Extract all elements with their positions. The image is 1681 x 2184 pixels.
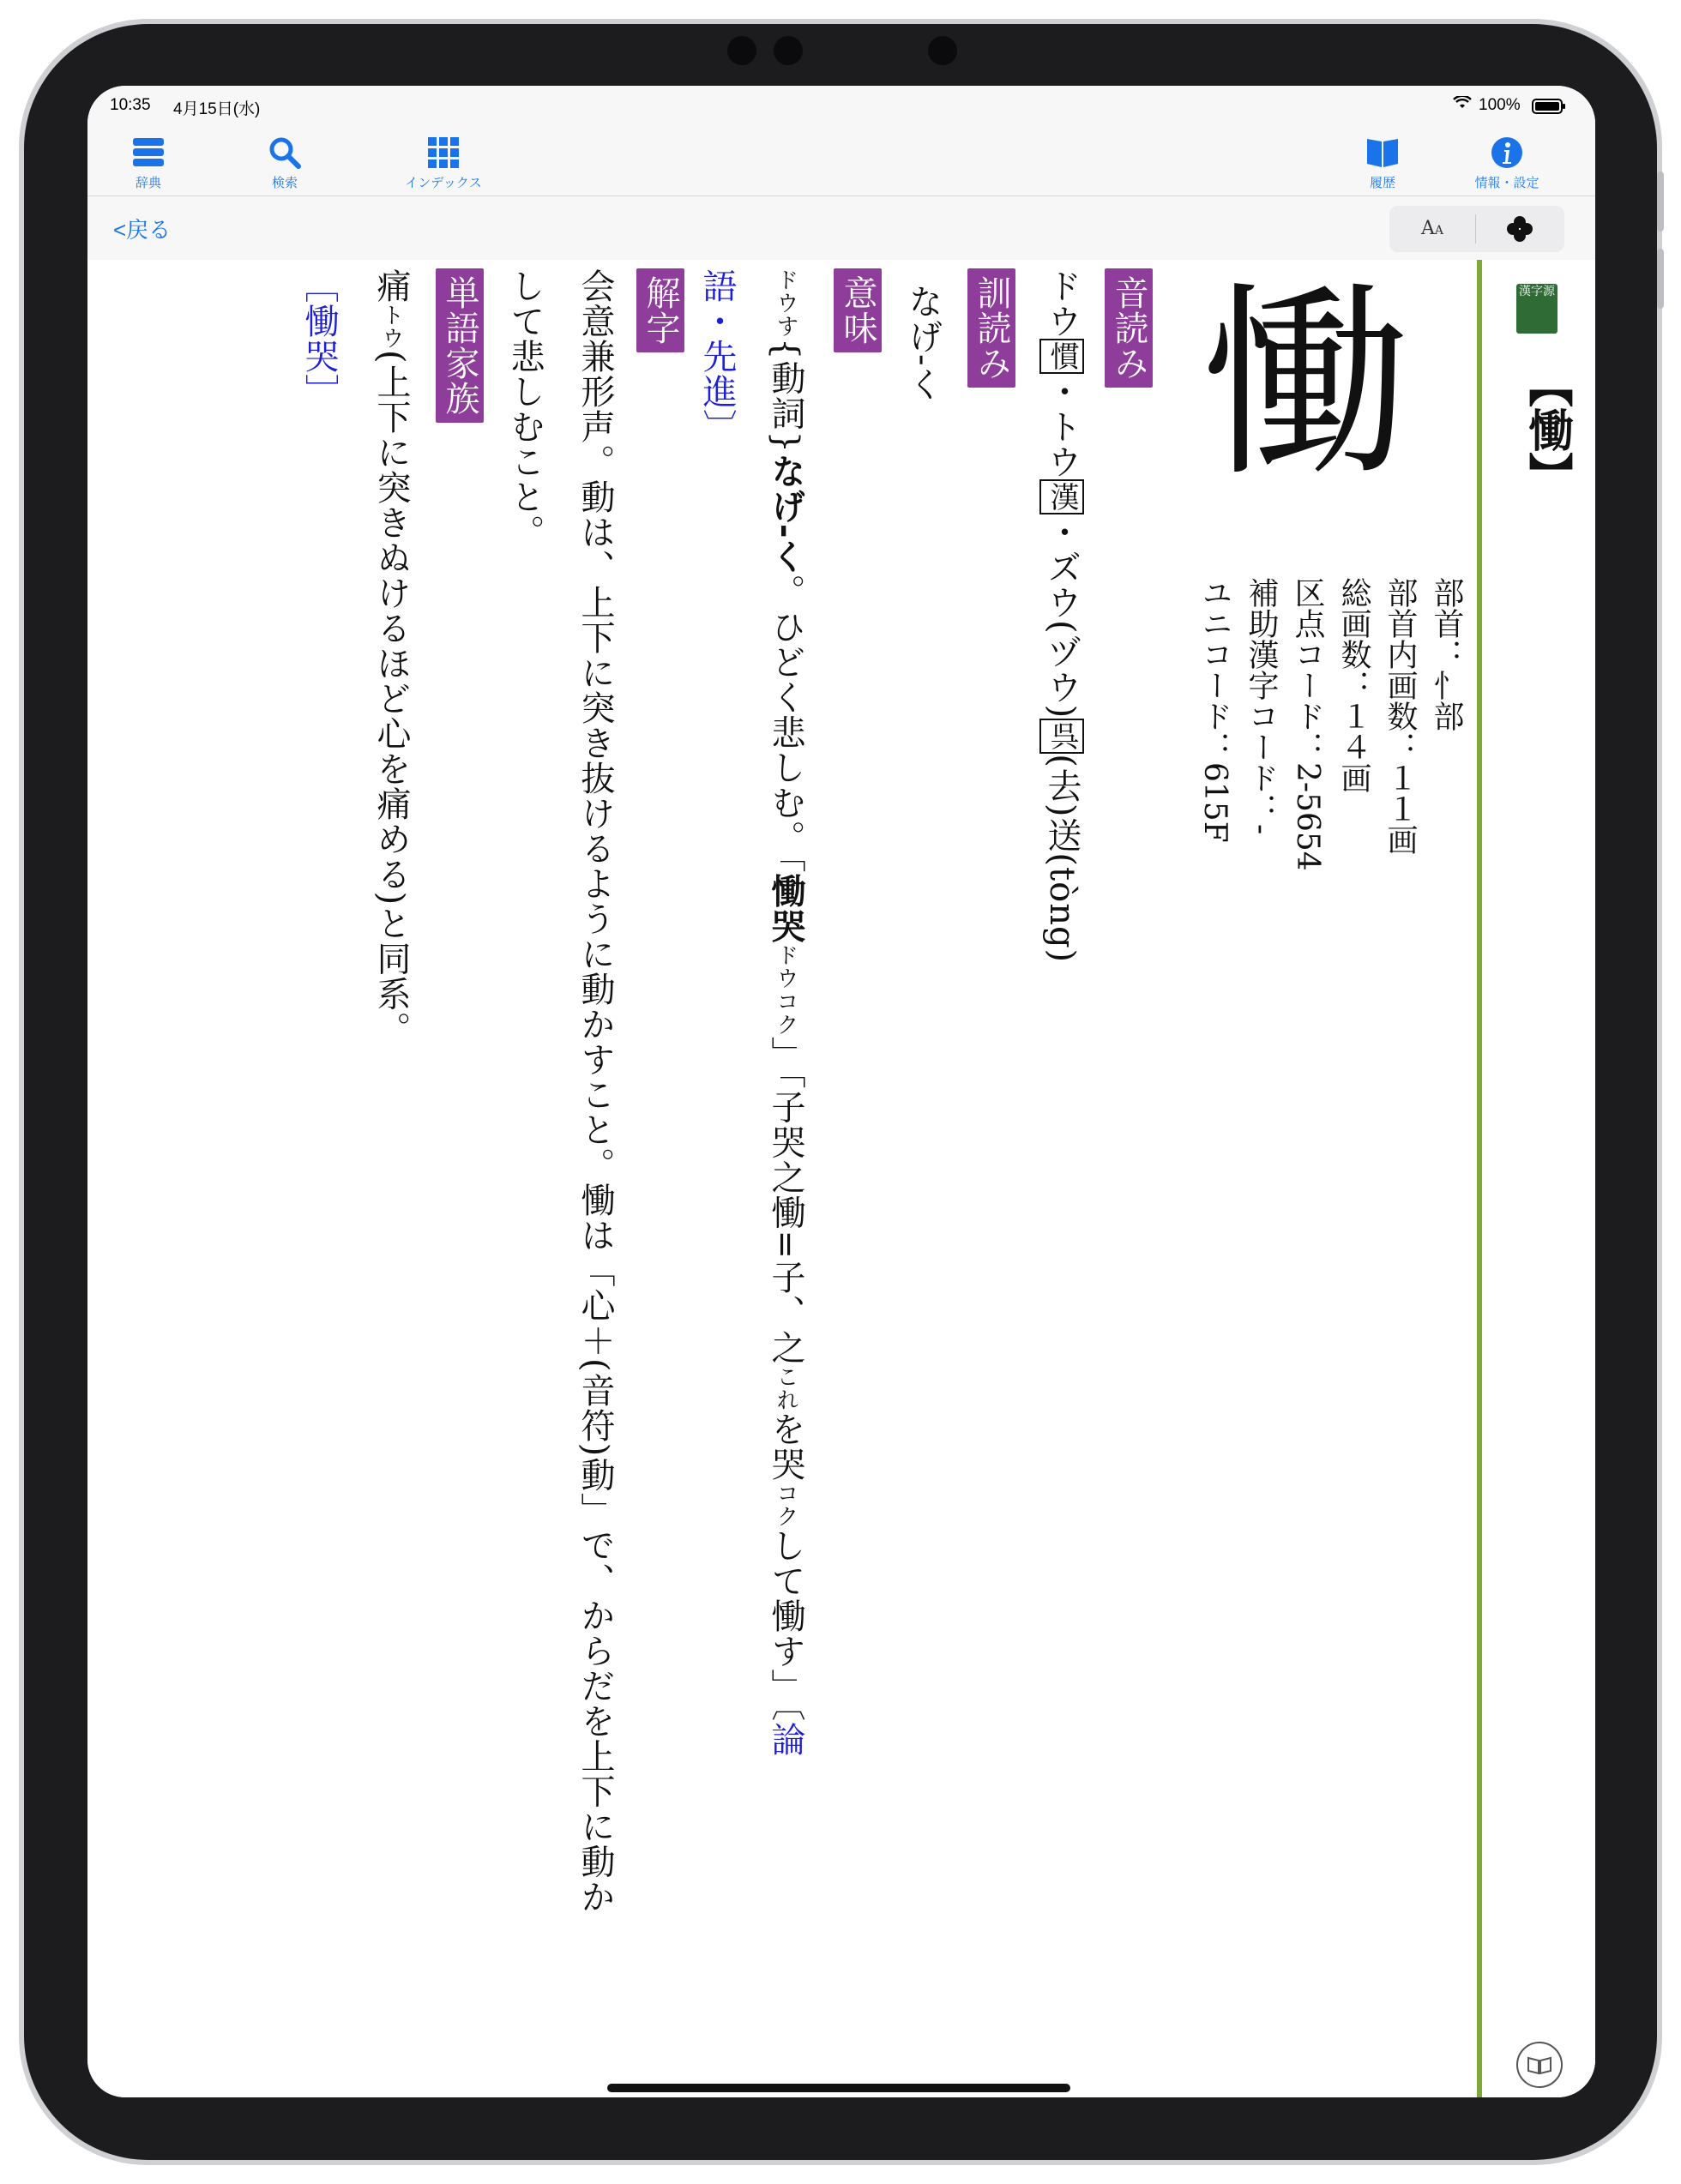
volume-up-button — [1657, 171, 1664, 232]
volume-down-button — [1657, 249, 1664, 309]
toolbar-dictionary-button[interactable] — [87, 135, 213, 191]
imi-tag: 意味 — [834, 268, 882, 352]
imi-quote-ruby-kore: これ — [773, 1365, 798, 1412]
tango-tag: 単語家族 — [436, 268, 484, 423]
tango-link[interactable]: ［慟哭］ — [299, 268, 339, 409]
onyomi-mark-go: 呉 — [1039, 719, 1084, 754]
toolbar-index-button[interactable] — [379, 135, 508, 191]
front-camera — [727, 36, 756, 65]
toolbar-index-label: インデックス — [405, 176, 482, 190]
imi-source-link[interactable]: 論 — [766, 1722, 805, 1758]
entry-content — [87, 260, 1595, 2097]
meta-total-strokes: 総画数：１４画 — [1336, 577, 1371, 793]
open-book-button[interactable] — [1516, 2042, 1563, 2088]
kaiji-tag: 解字 — [636, 268, 684, 352]
onyomi-reading-zuu: ・ズウ(ヅウ) — [1042, 514, 1082, 719]
status-date: 4月15日(水) — [173, 100, 261, 118]
kaiji-line-1: 会意兼形声。動は、上下に突き抜けるように動かすこと。慟は「心＋(音符)動」で、からだを上下に動か — [575, 268, 615, 1915]
view-options-segment — [1389, 206, 1564, 252]
battery-icon — [1532, 99, 1566, 119]
status-time: 10:35 — [110, 96, 151, 114]
entry-headword: 【慟】 — [1521, 363, 1573, 496]
imi-quote-end: して慟す」〔 — [766, 1528, 805, 1723]
meta-radical-strokes: 部首内画数：１１画 — [1383, 577, 1418, 855]
wifi-icon — [1453, 96, 1472, 115]
imi-pos: {動詞} — [766, 338, 805, 454]
onyomi-column — [1105, 268, 1153, 400]
onyomi-tone: (去)送(tòng) — [1042, 754, 1082, 964]
toolbar-history-button[interactable] — [1318, 135, 1447, 191]
grid-icon — [426, 135, 461, 170]
kunyomi-reading: なげ-く — [903, 284, 943, 402]
toolbar-dictionary-label: 辞典 — [135, 176, 161, 190]
imi-line-2[interactable]: 語・先進〕 — [697, 268, 737, 444]
imi-example-ruby: ドウコク — [773, 943, 798, 1037]
onyomi-readings — [1039, 268, 1084, 963]
search-icon — [268, 135, 302, 170]
imi-line-1 — [765, 268, 806, 1757]
meta-unicode: ユニコード：615F — [1197, 577, 1232, 843]
toolbar-search-button[interactable] — [220, 135, 349, 191]
onyomi-reading-dou: ドウ — [1042, 268, 1082, 339]
back-button[interactable]: <戻る — [113, 217, 172, 243]
imi-quote-ruby-koku: コク — [773, 1482, 798, 1529]
clover-icon — [1475, 206, 1564, 252]
toolbar-info-label: 情報・設定 — [1474, 176, 1539, 190]
tango-ruby: トウ — [378, 304, 404, 350]
battery-percentage: 100% — [1479, 96, 1521, 114]
imi-pos-reading: ドウす — [773, 268, 798, 338]
imi-column — [834, 268, 882, 364]
imi-quote-mid: を哭 — [766, 1411, 805, 1483]
tango-desc: (上下に突きぬけるほど心を痛める)と同系。 — [371, 350, 411, 1047]
onyomi-tag: 音読み — [1105, 268, 1153, 388]
imi-quote: 」「子哭之慟=子、之 — [766, 1036, 805, 1366]
tango-line-1 — [371, 268, 412, 1046]
kaiji-column — [636, 268, 684, 364]
kunyomi-tag: 訓読み — [967, 268, 1015, 388]
tango-column — [436, 268, 484, 435]
meta-radical: 部首：忄部 — [1429, 577, 1464, 731]
toolbar-info-button[interactable] — [1443, 135, 1571, 191]
imi-headword-reading: なげ-く — [766, 453, 806, 575]
imi-definition: 。ひどく悲しむ。「 — [766, 574, 805, 874]
tango-word: 痛 — [371, 268, 411, 304]
kangen-badge: 漢字源 — [1516, 284, 1557, 334]
imi-example-word: 慟哭 — [766, 873, 806, 944]
toolbar-history-label: 履歴 — [1369, 176, 1395, 190]
entry-kanji-large: 慟 — [1202, 264, 1409, 504]
toolbar-search-label: 検索 — [271, 176, 298, 190]
meta-supplementary-code: 補助漢字コード：- — [1244, 577, 1279, 835]
kunyomi-column — [967, 268, 1015, 400]
kaiji-line-2: して悲しむこと。 — [505, 268, 545, 550]
screen — [87, 86, 1595, 2097]
stack-icon — [131, 135, 166, 170]
face-sensor — [774, 36, 803, 65]
onyomi-mark-kan-you: 慣 — [1039, 339, 1084, 374]
open-book-icon — [1518, 2043, 1561, 2086]
clover-button[interactable] — [1475, 206, 1564, 252]
meta-kuten-code: 区点コード：2-5654 — [1290, 577, 1325, 871]
onyomi-mark-kan: 漢 — [1039, 479, 1084, 514]
entry-side-panel — [1482, 260, 1595, 2097]
book-icon — [1365, 135, 1400, 170]
font-size-large-a: A — [1420, 218, 1435, 239]
home-indicator — [607, 2084, 1070, 2092]
proximity-sensor — [928, 36, 957, 65]
font-size-small-a: A — [1434, 224, 1443, 238]
font-size-button[interactable] — [1389, 206, 1475, 252]
info-icon — [1490, 135, 1524, 170]
onyomi-reading-tou: ・トウ — [1042, 374, 1082, 479]
